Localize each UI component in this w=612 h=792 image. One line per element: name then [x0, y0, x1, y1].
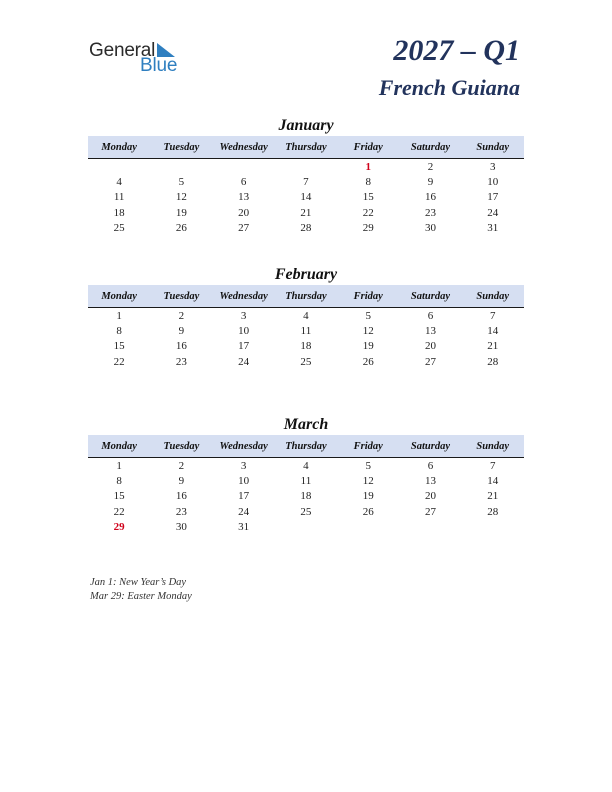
day-cell: 16 — [175, 340, 187, 353]
weekday-label: Friday — [353, 440, 383, 452]
day-cell: 20 — [424, 340, 436, 353]
holiday-note: Jan 1: New Year’s Day — [90, 577, 187, 588]
month-february — [88, 265, 524, 369]
day-cell: 26 — [362, 505, 374, 518]
month-grid — [88, 308, 524, 369]
day-cell: 16 — [175, 490, 187, 503]
day-cell: 29 — [362, 221, 374, 234]
day-cell: 22 — [113, 505, 125, 518]
day-cell: 13 — [424, 324, 436, 337]
page-title: 2027 – Q1 — [393, 34, 520, 67]
week-row — [88, 190, 524, 205]
day-cell: 14 — [487, 474, 499, 487]
week-row — [88, 504, 524, 519]
week-row — [88, 354, 524, 369]
week-row — [88, 458, 524, 473]
day-cell: 20 — [424, 490, 436, 503]
weekday-header-row — [88, 285, 524, 308]
month-march — [88, 415, 524, 534]
day-cell: 14 — [487, 324, 499, 337]
day-cell: 4 — [116, 175, 122, 188]
holiday-note: Mar 29: Easter Monday — [90, 590, 192, 602]
day-cell: 13 — [238, 191, 250, 204]
day-cell: 3 — [240, 309, 247, 322]
weekday-label: Monday — [101, 141, 137, 153]
day-cell: 2 — [427, 160, 434, 173]
weekday-label: Friday — [353, 290, 383, 302]
weekday-label: Tuesday — [163, 440, 200, 452]
month-name: March — [283, 416, 329, 433]
day-cell: 26 — [362, 355, 374, 368]
day-cell: 22 — [113, 355, 125, 368]
week-row — [88, 159, 524, 174]
day-cell: 10 — [238, 324, 250, 337]
day-cell: 8 — [365, 175, 371, 188]
day-cell: 17 — [238, 340, 250, 353]
day-cell: 27 — [238, 221, 250, 234]
day-cell: 25 — [113, 221, 125, 234]
weekday-header-row — [88, 136, 524, 159]
week-row — [88, 519, 524, 534]
day-cell: 28 — [487, 355, 499, 368]
week-row — [88, 220, 524, 235]
day-cell: 4 — [303, 309, 309, 322]
day-cell: 18 — [300, 490, 312, 503]
day-cell: 5 — [365, 459, 371, 472]
day-cell: 1 — [116, 459, 122, 472]
day-cell: 24 — [238, 355, 250, 368]
day-cell: 4 — [303, 459, 309, 472]
week-row — [88, 308, 524, 323]
weekday-label: Thursday — [285, 141, 327, 153]
day-cell: 6 — [427, 309, 434, 322]
logo-text-general: General — [89, 40, 156, 61]
month-january — [88, 116, 524, 235]
day-cell: 2 — [178, 309, 185, 322]
day-cell: 16 — [424, 191, 436, 204]
day-cell: 10 — [487, 175, 499, 188]
month-grid — [88, 159, 524, 235]
day-cell: 26 — [175, 221, 187, 234]
day-cell: 9 — [178, 474, 185, 487]
weekday-label: Sunday — [476, 290, 510, 302]
day-cell: 3 — [240, 459, 247, 472]
day-cell: 8 — [116, 474, 122, 487]
day-cell: 30 — [175, 520, 187, 533]
day-cell: 28 — [487, 505, 499, 518]
day-cell: 18 — [300, 340, 312, 353]
month-name: January — [278, 117, 334, 134]
day-cell: 31 — [238, 520, 250, 533]
day-cell: 6 — [427, 459, 434, 472]
day-cell: 2 — [178, 459, 185, 472]
day-cell: 9 — [427, 175, 434, 188]
week-row — [88, 339, 524, 354]
day-cell: 11 — [300, 324, 312, 337]
day-cell: 8 — [116, 324, 122, 337]
weekday-label: Saturday — [410, 290, 450, 302]
day-cell: 14 — [300, 191, 312, 204]
day-cell: 12 — [362, 474, 374, 487]
day-cell: 17 — [238, 490, 250, 503]
weekday-label: Wednesday — [219, 141, 268, 153]
day-cell: 15 — [113, 490, 125, 503]
page-subtitle: French Guiana — [378, 75, 520, 100]
day-cell: 11 — [300, 474, 312, 487]
day-cell: 19 — [175, 206, 187, 219]
weekday-label: Monday — [101, 440, 137, 452]
day-cell: 22 — [362, 206, 374, 219]
week-row — [88, 473, 524, 488]
day-cell: 18 — [113, 206, 125, 219]
weekday-label: Wednesday — [219, 440, 268, 452]
day-cell: 23 — [175, 355, 187, 368]
day-cell: 23 — [424, 206, 436, 219]
day-cell: 27 — [424, 505, 436, 518]
day-cell: 7 — [303, 175, 309, 188]
day-cell: 1 — [116, 309, 122, 322]
month-name: February — [274, 266, 338, 283]
day-cell: 19 — [362, 490, 374, 503]
day-cell: 21 — [487, 490, 499, 503]
holiday-day-cell: 1 — [365, 160, 371, 173]
week-row — [88, 489, 524, 504]
day-cell: 12 — [175, 191, 187, 204]
day-cell: 3 — [489, 160, 496, 173]
day-cell: 7 — [489, 459, 496, 472]
weekday-label: Sunday — [476, 141, 510, 153]
day-cell: 28 — [300, 221, 312, 234]
brand-logo — [89, 40, 189, 76]
weekday-header-row — [88, 435, 524, 458]
day-cell: 5 — [178, 175, 185, 188]
weekday-label: Thursday — [285, 440, 327, 452]
holiday-day-cell: 29 — [113, 520, 125, 533]
day-cell: 11 — [113, 191, 125, 204]
weekday-label: Tuesday — [163, 141, 200, 153]
day-cell: 24 — [238, 505, 250, 518]
day-cell: 13 — [424, 474, 436, 487]
weekday-label: Wednesday — [219, 290, 268, 302]
weekday-label: Saturday — [410, 141, 450, 153]
day-cell: 19 — [362, 340, 374, 353]
week-row — [88, 323, 524, 338]
day-cell: 21 — [300, 206, 312, 219]
month-grid — [88, 458, 524, 534]
week-row — [88, 205, 524, 220]
day-cell: 12 — [362, 324, 374, 337]
week-row — [88, 174, 524, 189]
day-cell: 27 — [424, 355, 436, 368]
day-cell: 25 — [300, 505, 312, 518]
day-cell: 30 — [424, 221, 436, 234]
day-cell: 25 — [300, 355, 312, 368]
weekday-label: Monday — [101, 290, 137, 302]
weekday-label: Sunday — [476, 440, 510, 452]
day-cell: 9 — [178, 324, 185, 337]
day-cell: 20 — [238, 206, 250, 219]
day-cell: 23 — [175, 505, 187, 518]
weekday-label: Thursday — [285, 290, 327, 302]
day-cell: 31 — [487, 221, 499, 234]
day-cell: 17 — [487, 191, 499, 204]
day-cell: 15 — [362, 191, 374, 204]
weekday-label: Tuesday — [163, 290, 200, 302]
day-cell: 10 — [238, 474, 250, 487]
day-cell: 5 — [365, 309, 371, 322]
day-cell: 21 — [487, 340, 499, 353]
day-cell: 7 — [489, 309, 496, 322]
day-cell: 6 — [240, 175, 247, 188]
weekday-label: Saturday — [410, 440, 450, 452]
logo-text-blue: Blue — [140, 55, 178, 76]
day-cell: 15 — [113, 340, 125, 353]
holiday-notes — [90, 576, 192, 603]
weekday-label: Friday — [353, 141, 383, 153]
day-cell: 24 — [487, 206, 499, 219]
